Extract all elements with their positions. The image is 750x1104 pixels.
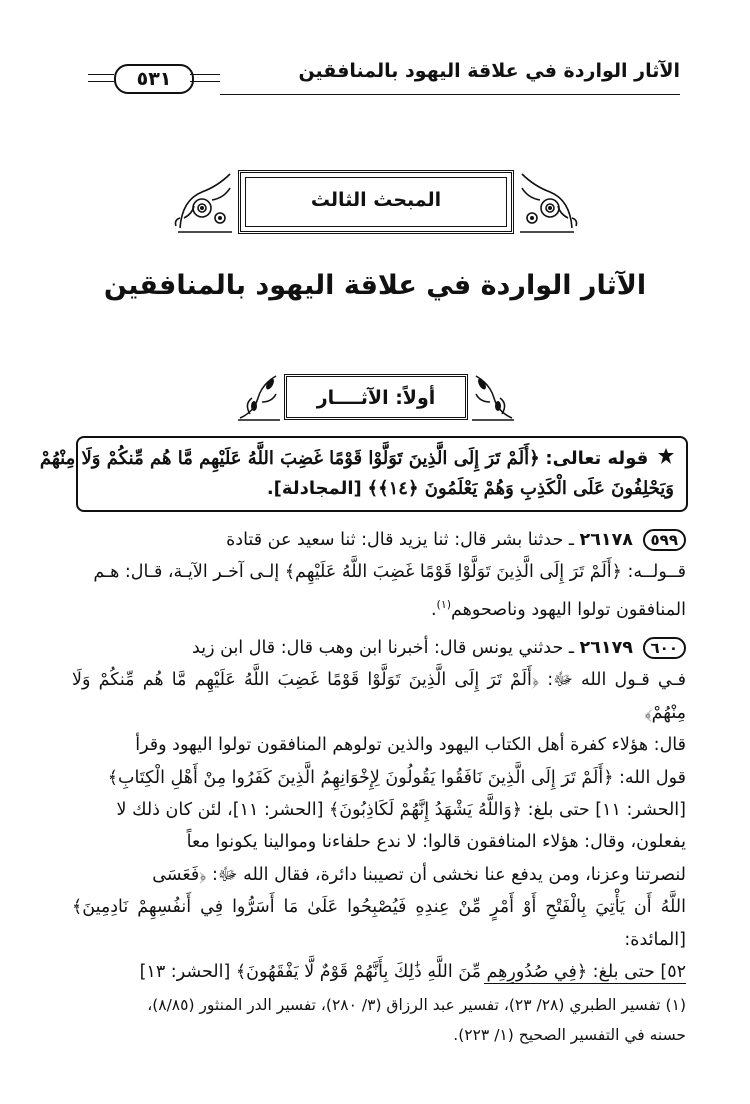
running-header: [88, 58, 680, 98]
verse-line-1: [39, 444, 674, 474]
narration-text: فـي قـول الله ﷻ: ﴿أَلَمْ تَرَ إِلَى الَّذِينَ تَوَلَّوْا قَوْمًا غَضِبَ اللَّهُ عَلَيْهِم مَّا هُم مِّنكُمْ وَلَا مِنْهُمْ﴾: [72, 670, 686, 723]
footnote-marker: (١): [665, 996, 686, 1014]
narration-text: لنصرتنا وعزنا، ومن يدفع عنا نخشى أن تصيبنا دائرة، فقال الله ﷻ: ﴿فَعَسَى: [152, 864, 686, 885]
footnote-text: تفسير الطبري (٢٨/ ٢٣)، تفسير عبد الرزاق (٣/ ٢٨٠)، تفسير الدر المنثور (٨/٨٥)،: [147, 996, 661, 1014]
subheading-box: [284, 374, 468, 420]
verse-line-2: [88, 474, 674, 504]
footnote-ref: (١): [436, 597, 452, 611]
narration-600: [72, 632, 686, 988]
section-title: الآثار الواردة في علاقة اليهود بالمنافقين: [103, 270, 647, 301]
narration-number-badge: ٥٩٩: [643, 529, 686, 551]
page-number: ٥٣١: [114, 64, 194, 94]
floral-ornament-icon: [172, 170, 236, 234]
star-bullet-icon: [658, 448, 674, 464]
footnote-text: حسنه في التفسير الصحيح (١/ ٢٢٣).: [453, 1026, 686, 1044]
leaf-ornament-icon: [236, 372, 282, 422]
hadith-id: ٢٦١٧٩: [579, 638, 633, 659]
chapter-title: المبحث الثالث: [310, 189, 442, 211]
narration-599: ٥٩٩ ٢٦١٧٨ ـ حدثنا بشر قال: ثنا يزيد قال: ثنا سعيد عن قتادة قــولــه: ﴿أَلَمْ تَرَ إِلَى الَّذِينَ تَوَلَّوْا قَوْمًا غَضِبَ اللَّهُ عَلَيْهِم﴾ إلـى آخـر الآيـة، قـال: هـم المنافقون تولوا اليهود وناصحوهم$^{(١)}$.: [93, 530, 686, 620]
footnote-line-2: [72, 1020, 686, 1050]
isnad: ـ حدثني يونس قال: أخبرنا ابن وهب قال: قال ابن زيد: [192, 638, 574, 659]
narration-text: المنافقون تولوا اليهود وناصحوهم: [451, 599, 686, 620]
verse-lead: قوله تعالى:: [545, 448, 649, 469]
hadith-id: ٢٦١٧٨: [579, 530, 633, 550]
running-title: الآثار الواردة في علاقة اليهود بالمنافقين: [298, 60, 680, 82]
narration-text: اللَّهُ أَن يَأْتِيَ بِالْفَتْحِ أَوْ أَمْرٍ مِّنْ عِندِهِ فَيُصْبِحُوا عَلَىٰ مَا أَسَرُّوا فِي أَنفُسِهِمْ نَادِمِينَ﴾ [المائدة:: [72, 897, 686, 950]
narration-text: قال: هؤلاء كفرة أهل الكتاب اليهود والذين تولوهم المنافقون تولوا اليهود وقرأ: [135, 735, 686, 756]
verse-source: [المجادلة].: [266, 478, 362, 499]
narration-text: [الحشر: ١١] حتى بلغ: ﴿وَاللَّهُ يَشْهَدُ إِنَّهُمْ لَكَاذِبُونَ﴾ [الحشر: ١١]، لئن كان ذلك لا: [116, 800, 686, 821]
narration-text: ٥٢] حتى بلغ: ﴿فِي صُدُورِهِم مِّنَ اللَّهِ ذَٰلِكَ بِأَنَّهُمْ قَوْمٌ لَّا يَفْقَهُونَ﴾ [الحشر: ١٣]: [139, 962, 686, 983]
narration-text: قــولــه: ﴿أَلَمْ تَرَ إِلَى الَّذِينَ تَوَلَّوْا قَوْمًا غَضِبَ اللَّهُ عَلَيْهِم﴾ إلـى آخـر الآيـة، قـال: هـم: [93, 562, 686, 583]
header-rule: [220, 94, 680, 95]
narration-text: يفعلون، وقال: هؤلاء المنافقون قالوا: لا ندع حلفاءنا وموالينا يكونوا معاً: [186, 832, 686, 853]
verse-text-1: ﴿أَلَمْ تَرَ إِلَى الَّذِينَ تَوَلَّوْا قَوْمًا غَضِبَ اللَّهُ عَلَيْهِم مَّا هُم مِّنكُمْ وَلَا مِنْهُمْ: [39, 448, 540, 469]
leaf-ornament-icon: [470, 372, 516, 422]
isnad: ـ حدثنا بشر قال: ثنا يزيد قال: ثنا سعيد عن قتادة: [226, 530, 574, 550]
verse-text-2: وَيَحْلِفُونَ عَلَى الْكَذِبِ وَهُمْ يَعْلَمُونَ ﴿١٤﴾﴾: [367, 478, 674, 499]
floral-ornament-icon: [516, 170, 580, 234]
page-number-rule-left: [88, 74, 114, 82]
verse-box: [39, 436, 688, 512]
narration-number-badge: ٦٠٠: [643, 637, 686, 659]
chapter-title-box: [238, 170, 514, 234]
page-number-rule-right: [190, 74, 220, 82]
footnote-rule: [484, 983, 686, 984]
footnotes: [72, 990, 686, 1050]
subheading: أولاً: الآثــــار: [316, 387, 436, 409]
footnote-line-1: [72, 990, 686, 1020]
main-text: [72, 524, 686, 989]
narration-text: قول الله: ﴿أَلَمْ تَرَ إِلَى الَّذِينَ نَافَقُوا يَقُولُونَ لِإِخْوَانِهِمُ الَّذِينَ كَفَرُوا مِنْ أَهْلِ الْكِتَابِ﴾: [107, 767, 686, 788]
